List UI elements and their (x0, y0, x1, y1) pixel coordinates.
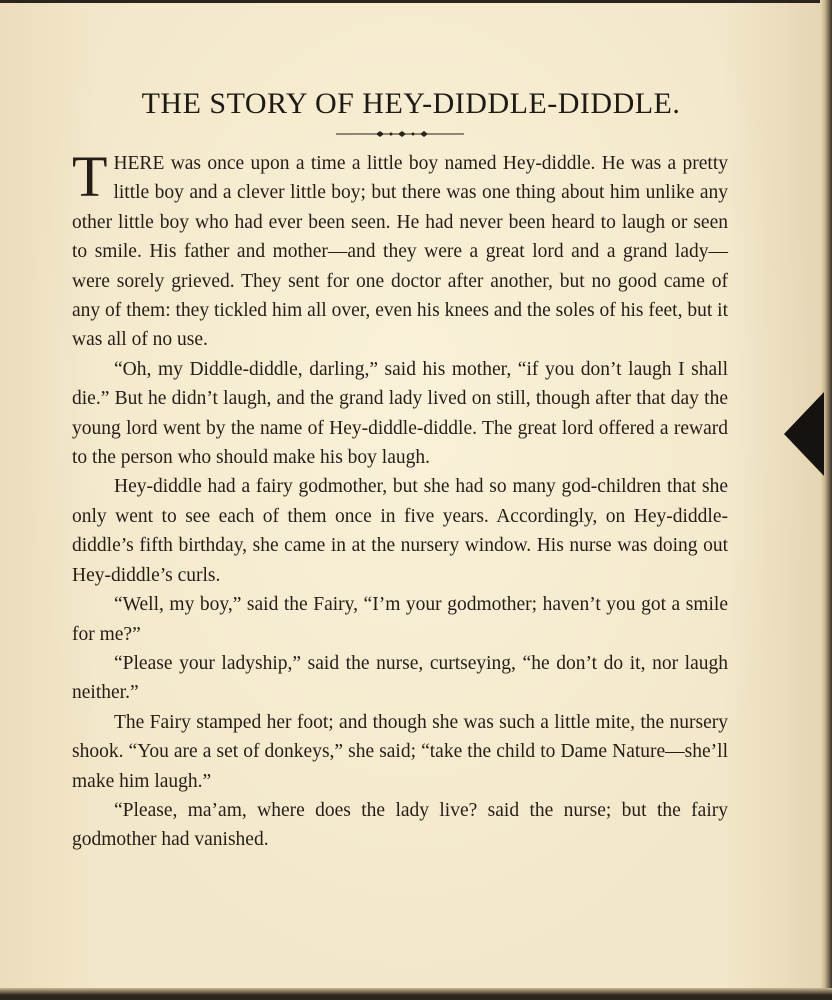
book-bottom-edge (0, 988, 832, 1000)
paragraph-3: Hey-diddle had a fairy godmother, but she had so many god-children that she only went to see each of them once in five years. Accordingly, on Hey-diddle-diddle’s fifth birthday, she came in at the nursery window. His nurse was doing out Hey-diddle’s curls. (72, 476, 728, 586)
paragraph-5: “Please your ladyship,” said the nurse, curtseying, “he don’t do it, nor laugh neither.” (72, 652, 728, 704)
paragraph-1 (72, 144, 728, 355)
paragraph-4: “Well, my boy,” said the Fairy, “I’m your godmother; haven’t you got a smile for me?” (72, 594, 728, 645)
paragraph-1-text: HERE was once upon a time a little boy named Hey-diddle. He was a pretty little boy and a clever little boy; but there was one thing about him unlike any other little boy who had ever been seen. He had never been heard to laugh or seen to smile. His father and mother—and they were a great lord and a grand lady—were sorely grieved. They sent for one doctor after another, but no good came of any of them: they tickled him all over, even his knees and the soles of his feet, but it was all of no use. (72, 153, 728, 351)
drop-cap: T (72, 144, 108, 209)
paragraph-6: The Fairy stamped her foot; and though she was such a little mite, the nursery shook. “You are a set of donkeys,” she said; “take the child to Dame Nature—she’ll make him laugh.” (72, 711, 728, 792)
book-spine-edge (820, 0, 832, 1000)
page-tab-marker (784, 392, 824, 476)
paragraph-7: “Please, ma’am, where does the lady live? said the nurse; but the fairy godmother had vanished. (72, 799, 728, 851)
paragraph-2: “Oh, my Diddle-diddle, darling,” said his mother, “if you don’t laugh I shall die.” But he didn’t laugh, and the grand lady lived on still, though after that day the young lord went by the name of Hey-diddle-diddle. The great lord offered a reward to the person who should make his boy laugh. (72, 358, 728, 469)
story-text (72, 144, 728, 855)
title-ornament-divider (336, 129, 464, 139)
page-title: THE STORY OF HEY-DIDDLE-DIDDLE. (141, 87, 681, 120)
ornament-rule-icon (336, 129, 464, 139)
